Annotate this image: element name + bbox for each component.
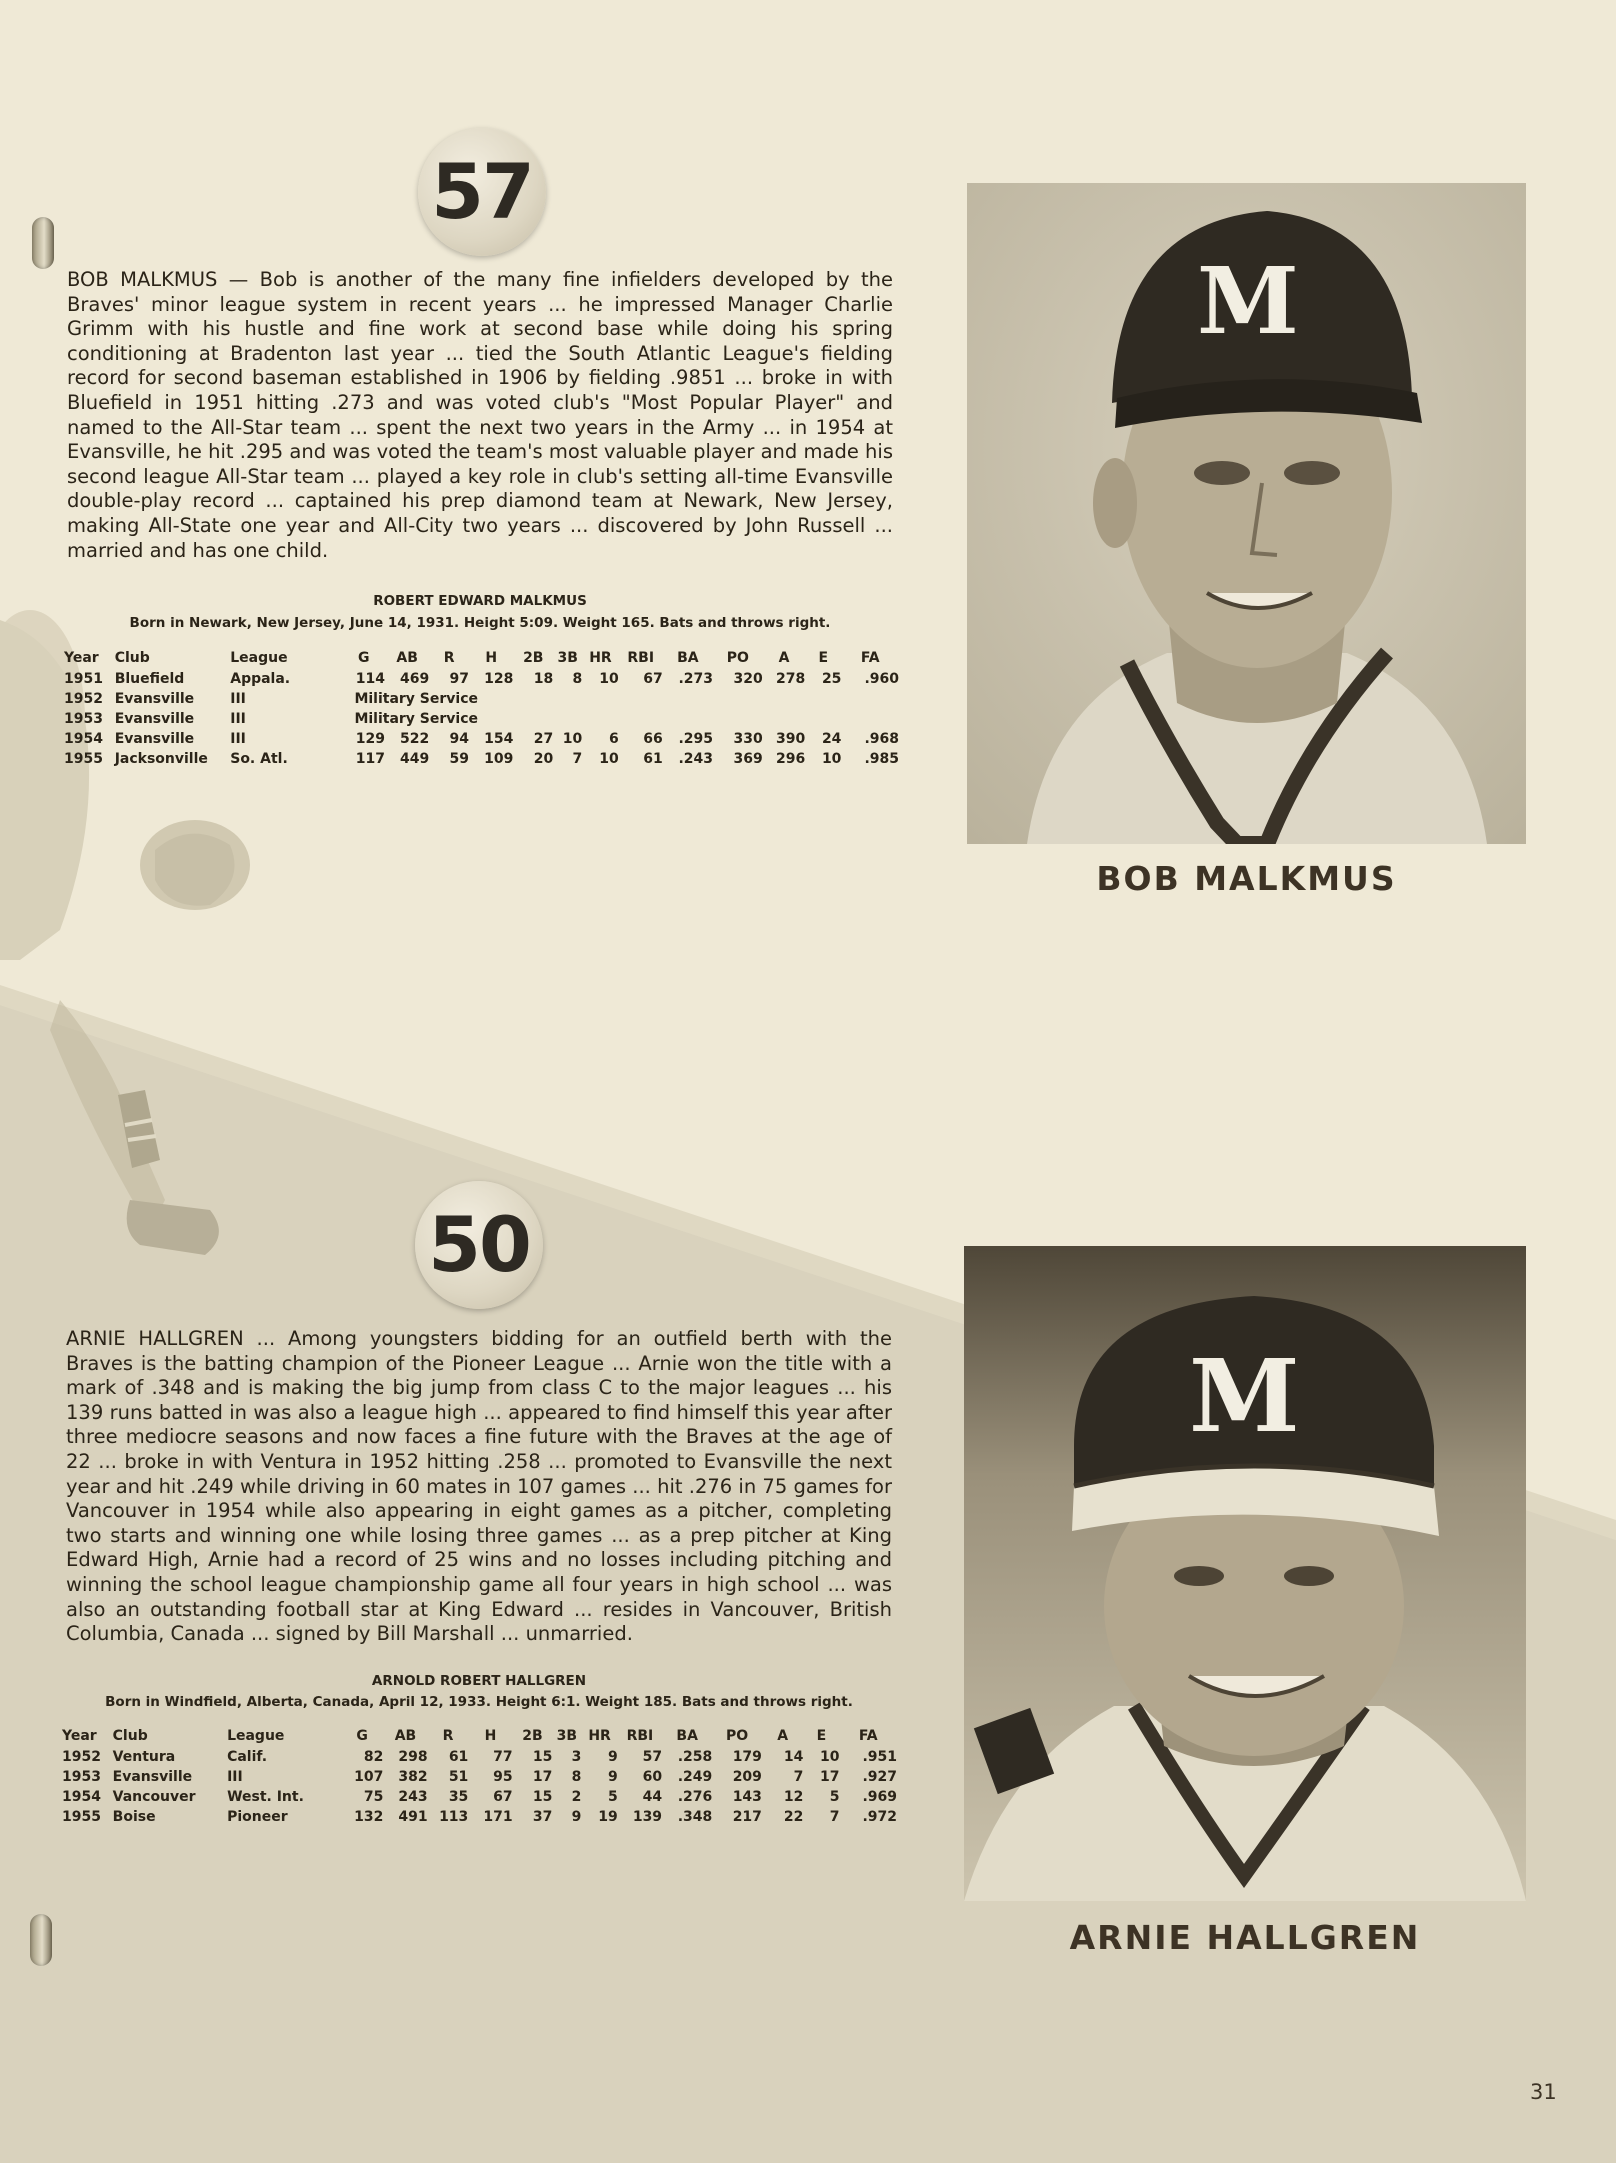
stats-cell: 8 — [571, 1769, 582, 1785]
stats-cell: 67 — [643, 671, 663, 687]
stats-column-header: Year — [62, 1728, 97, 1744]
stats-column-header: BA — [676, 1728, 698, 1744]
stats-cell: Ventura — [112, 1749, 176, 1765]
stats-cell: 18 — [533, 671, 554, 687]
stats-cell: 15 — [532, 1789, 553, 1805]
stats-cell: 67 — [493, 1789, 513, 1805]
stats-column-header: League — [227, 1728, 285, 1744]
stats-column-header: 2B — [523, 650, 544, 666]
stats-cell: 75 — [363, 1789, 384, 1805]
stats-cell: 143 — [732, 1789, 762, 1805]
stats-cell: 469 — [400, 671, 430, 687]
stats-cell: .927 — [862, 1769, 897, 1785]
stats-cell: 77 — [493, 1749, 513, 1765]
stats-cell: Appala. — [230, 671, 291, 687]
stats-cell: 128 — [484, 671, 514, 687]
stats-row — [64, 709, 899, 729]
stats-cell: 243 — [398, 1789, 428, 1805]
stats-cell: .258 — [677, 1749, 713, 1765]
stats-cell: 1954 — [64, 731, 103, 747]
player-full-name: ARNOLD ROBERT HALLGREN — [371, 1673, 587, 1689]
stats-column-header: A — [778, 650, 790, 666]
stats-cell: .243 — [678, 751, 714, 767]
stats-cell: 154 — [484, 731, 514, 747]
stats-cell: West. Int. — [227, 1789, 304, 1805]
stats-column-header: Club — [114, 650, 150, 666]
stats-cell: 19 — [598, 1809, 618, 1825]
stats-cell: 330 — [733, 731, 763, 747]
stats-cell: 1954 — [62, 1789, 101, 1805]
stats-cell: 179 — [732, 1749, 762, 1765]
stats-cell: 10 — [562, 731, 583, 747]
svg-text:M: M — [1189, 1337, 1300, 1455]
stats-cell: 1953 — [64, 711, 103, 727]
stats-cell: 298 — [398, 1749, 428, 1765]
player-photo-hallgren — [964, 1246, 1526, 1901]
player-caption: BOB MALKMUS — [1096, 859, 1397, 898]
stats-cell: 2 — [571, 1789, 582, 1805]
stats-cell: III — [230, 731, 246, 747]
stats-cell: 1951 — [64, 671, 103, 687]
stats-cell: 278 — [776, 671, 806, 687]
stats-cell: 522 — [400, 731, 430, 747]
stats-cell: 9 — [608, 1769, 618, 1785]
stats-cell: 117 — [355, 751, 385, 767]
stats-column-header: PO — [726, 1728, 749, 1744]
stats-cell: Pioneer — [227, 1809, 288, 1825]
stats-header-row — [62, 1725, 897, 1747]
stats-cell: Vancouver — [112, 1789, 196, 1805]
stats-cell: .348 — [677, 1809, 713, 1825]
stats-cell: 10 — [821, 751, 842, 767]
stats-cell: 10 — [820, 1749, 840, 1765]
stats-cell: 1952 — [62, 1749, 101, 1765]
stats-cell: 7 — [793, 1769, 804, 1785]
career-stats-table — [64, 647, 899, 769]
stats-cell: 217 — [732, 1809, 762, 1825]
stats-cell: 15 — [532, 1749, 553, 1765]
stats-cell: .972 — [862, 1809, 897, 1825]
stats-cell: III — [230, 691, 246, 707]
player-photo-malkmus — [967, 183, 1526, 844]
stats-column-header: G — [356, 1728, 368, 1744]
stats-cell: 491 — [398, 1809, 428, 1825]
stats-cell: 132 — [354, 1809, 384, 1825]
stats-column-header: A — [777, 1728, 789, 1744]
stats-cell: .276 — [677, 1789, 713, 1805]
stats-row — [62, 1787, 897, 1807]
stats-column-header: E — [816, 1728, 827, 1744]
stats-cell: 44 — [642, 1789, 663, 1805]
stats-cell: 37 — [532, 1809, 553, 1825]
stats-cell: 25 — [821, 671, 842, 687]
stats-column-header: HR — [589, 650, 612, 666]
stats-cell: .960 — [864, 671, 899, 687]
stats-cell: 27 — [533, 731, 554, 747]
stats-cell: 57 — [642, 1749, 663, 1765]
stats-column-header: 3B — [556, 1728, 578, 1744]
player-birth-info: Born in Windfield, Alberta, Canada, April 12, 1933. Height 6:1. Weight 185. Bats and throws right. — [105, 1694, 853, 1710]
stats-cell: 5 — [829, 1789, 840, 1805]
stats-column-header: G — [357, 650, 370, 666]
stats-cell: 9 — [571, 1809, 582, 1825]
stats-cell: 109 — [484, 751, 514, 767]
stats-column-header: Year — [64, 650, 99, 666]
stats-cell: 320 — [733, 671, 763, 687]
stats-cell: Boise — [112, 1809, 156, 1825]
stats-row — [64, 669, 899, 689]
stats-cell: 3 — [571, 1749, 582, 1765]
stats-cell: 1955 — [64, 751, 103, 767]
stats-row — [62, 1807, 897, 1827]
stats-note: Military Service — [354, 691, 479, 707]
page-number: 31 — [1530, 2080, 1557, 2104]
stats-cell: 1952 — [64, 691, 103, 707]
stats-cell: 209 — [732, 1769, 762, 1785]
stats-row — [62, 1747, 897, 1767]
stats-column-header: FA — [860, 650, 880, 666]
stats-cell: 12 — [783, 1789, 804, 1805]
uniform-number-badge: 50 — [415, 1181, 543, 1309]
stats-cell: 369 — [733, 751, 763, 767]
stats-row — [64, 689, 899, 709]
player-portrait-icon — [967, 183, 1526, 844]
stats-cell: 139 — [632, 1809, 663, 1825]
stats-cell: .273 — [678, 671, 714, 687]
stats-row — [64, 749, 899, 769]
stats-cell: 129 — [355, 731, 385, 747]
stats-cell: .295 — [678, 731, 714, 747]
stats-cell: 60 — [642, 1769, 663, 1785]
stats-column-header: E — [818, 650, 829, 666]
stats-cell: Evansville — [114, 711, 195, 727]
stats-column-header: R — [443, 650, 455, 666]
stats-cell: 382 — [398, 1769, 428, 1785]
stats-cell: 51 — [448, 1769, 469, 1785]
stats-cell: 171 — [483, 1809, 513, 1825]
stats-cell: 449 — [400, 751, 430, 767]
player-bio: BOB MALKMUS — Bob is another of the many fine infielders developed by the Braves' minor league system in recent years ... he impressed Manager Charlie Grimm with his hustle and fine work at second base while doing his spring conditioning at Bradenton last year ... tied the South Atlantic League's fielding record for second baseman established in 1906 by fielding .9851 ... broke in with Bluefield in 1951 hitting .273 and was voted club's "Most Popular Player" and named to the All-Star team ... spent the next two years in the Army ... in 1954 at Evansville, he hit .295 and was voted the team's most valuable player and made his second league All-Star team ... played a key role in club's setting all-time Evansville double-play record ... captained his prep diamond team at Newark, New Jersey, making All-State one year and All-City two years ... discovered by John Russell ... married and has one child. — [67, 268, 893, 562]
stats-column-header: RBI — [627, 650, 655, 666]
stats-cell: Evansville — [114, 731, 195, 747]
stats-column-header: AB — [394, 1728, 417, 1744]
stats-column-header: AB — [396, 650, 418, 666]
stats-cell: 7 — [572, 751, 583, 767]
stats-column-header: FA — [858, 1728, 878, 1744]
stats-header-row — [64, 647, 899, 669]
stats-cell: .968 — [864, 731, 899, 747]
stats-cell: 20 — [533, 751, 554, 767]
stats-cell: Evansville — [114, 691, 195, 707]
stats-column-header: HR — [588, 1728, 611, 1744]
stats-cell: 6 — [608, 731, 619, 747]
stats-cell: 66 — [643, 731, 663, 747]
stats-cell: .249 — [677, 1769, 713, 1785]
stats-cell: Evansville — [112, 1769, 193, 1785]
stats-cell: 7 — [829, 1809, 840, 1825]
stats-cell: 97 — [449, 671, 470, 687]
stats-cell: 17 — [532, 1769, 553, 1785]
stats-cell: 94 — [449, 731, 470, 747]
stats-cell: 10 — [599, 671, 619, 687]
stats-cell: 1953 — [62, 1769, 101, 1785]
player-portrait-icon — [964, 1246, 1526, 1901]
stats-cell: .969 — [862, 1789, 897, 1805]
stats-cell: 59 — [449, 751, 470, 767]
stats-cell: III — [227, 1769, 243, 1785]
stats-cell: 35 — [448, 1789, 469, 1805]
stats-note: Military Service — [354, 711, 479, 727]
stats-cell: 390 — [776, 731, 806, 747]
stats-row — [64, 729, 899, 749]
stats-column-header: BA — [677, 650, 699, 666]
stats-cell: .951 — [862, 1749, 897, 1765]
player-birth-info: Born in Newark, New Jersey, June 14, 1931. Height 5:09. Weight 165. Bats and throws right. — [129, 615, 831, 631]
player-caption: ARNIE HALLGREN — [1069, 1918, 1421, 1957]
stats-cell: 1955 — [62, 1809, 101, 1825]
binder-ring-hole-top — [32, 217, 54, 269]
stats-cell: 24 — [821, 731, 842, 747]
stats-column-header: H — [485, 650, 498, 666]
stats-column-header: Club — [112, 1728, 148, 1744]
stats-cell: 296 — [776, 751, 806, 767]
player-bio: ARNIE HALLGREN ... Among youngsters bidding for an outfield berth with the Braves is the batting champion of the Pioneer League ... Arnie won the title with a mark of .348 and is making the big jump from class C to the major leagues ... his 139 runs batted in was also a league high ... appeared to find himself this year after three mediocre seasons and now faces a fine future with the Braves at the age of 22 ... broke in with Ventura in 1952 hitting .258 ... promoted to Evansville the next year and hit .249 while driving in 60 mates in 107 games ... hit .276 in 75 games for Vancouver in 1954 while also appearing in eight games as a pitcher, completing two starts and winning one while losing three games ... as a prep pitcher at King Edward High, Arnie had a record of 25 wins and no losses including pitching and winning the school league championship game all four years in high school ... was also an outstanding football star at King Edward ... resides in Vancouver, British Columbia, Canada ... signed by Bill Marshall ... unmarried. — [66, 1327, 892, 1646]
stats-cell: 5 — [608, 1789, 618, 1805]
stats-cell: 9 — [608, 1749, 618, 1765]
stats-cell: 107 — [354, 1769, 384, 1785]
stats-column-header: 2B — [522, 1728, 543, 1744]
stats-cell: 114 — [355, 671, 385, 687]
stats-column-header: H — [484, 1728, 497, 1744]
binder-ring-hole-bottom — [30, 1914, 52, 1966]
svg-text:M: M — [1197, 247, 1299, 355]
stats-cell: Calif. — [227, 1749, 268, 1765]
stats-cell: Jacksonville — [114, 751, 208, 767]
stats-cell: 17 — [820, 1769, 840, 1785]
stats-cell: III — [230, 711, 246, 727]
stats-cell: 22 — [783, 1809, 804, 1825]
career-stats-table — [62, 1725, 897, 1827]
stats-cell: 95 — [493, 1769, 513, 1785]
uniform-number-badge: 57 — [418, 128, 546, 256]
stats-cell: So. Atl. — [230, 751, 288, 767]
stats-cell: Bluefield — [114, 671, 185, 687]
stats-cell: 10 — [599, 751, 619, 767]
stats-column-header: R — [442, 1728, 454, 1744]
stats-cell: .985 — [864, 751, 899, 767]
stats-column-header: League — [230, 650, 288, 666]
stats-cell: 82 — [363, 1749, 384, 1765]
stats-column-header: 3B — [557, 650, 578, 666]
stats-cell: 61 — [448, 1749, 469, 1765]
stats-row — [62, 1767, 897, 1787]
stats-cell: 113 — [439, 1809, 469, 1825]
stats-column-header: PO — [726, 650, 749, 666]
stats-cell: 14 — [783, 1749, 804, 1765]
player-full-name: ROBERT EDWARD MALKMUS — [373, 593, 587, 609]
stats-cell: 8 — [572, 671, 583, 687]
stats-cell: 61 — [643, 751, 663, 767]
stats-column-header: RBI — [626, 1728, 654, 1744]
